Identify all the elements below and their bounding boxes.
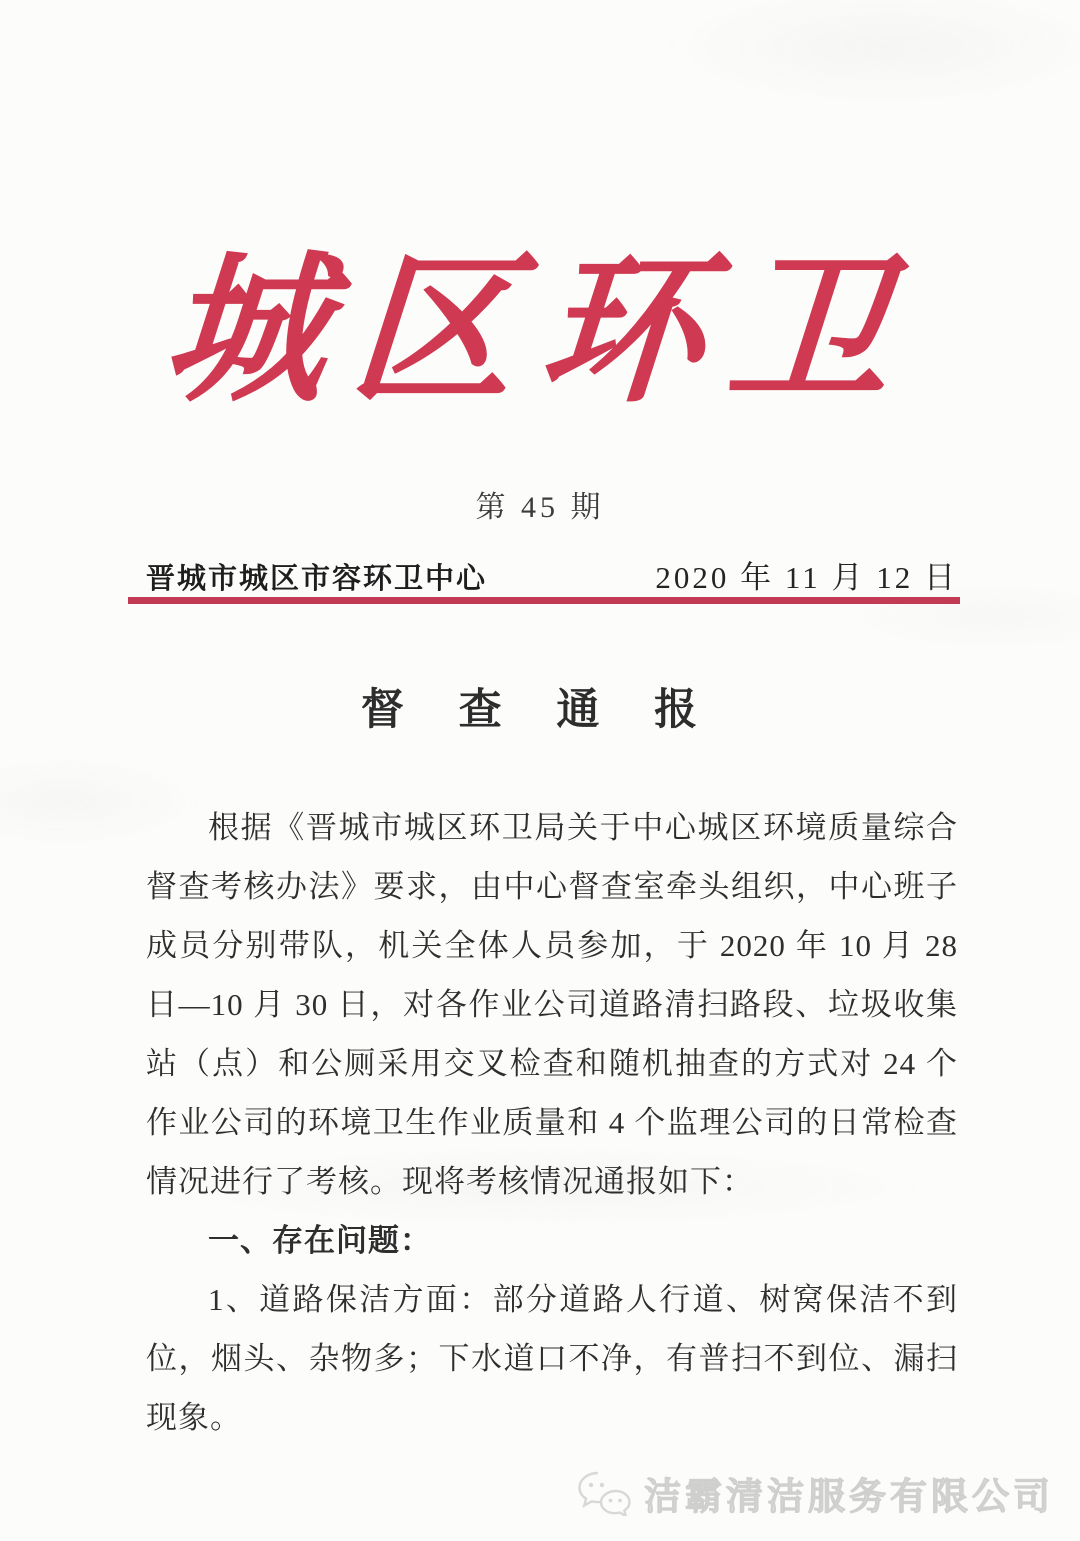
publication-date: 2020 年 11 月 12 日 [655,560,958,595]
document-body [146,798,958,1447]
watermark-text: 洁霸清洁服务有限公司 [644,1476,1054,1517]
publisher-name: 晋城市城区市容环卫中心 [146,563,488,595]
document-title: 督 查 通 报 [360,687,720,734]
issue-number: 第 45 期 [475,491,605,524]
divider-rule [128,597,960,604]
section-heading-problems: 一、存在问题： [208,1223,432,1258]
wechat-bubbles-icon [576,1470,634,1516]
header-row [146,552,958,597]
body-paragraph-item-1: 1、道路保洁方面：部分道路人行道、树窝保洁不到位，烟头、杂物多；下水道口不净，有普扫不到位、漏扫现象。 [146,1282,958,1435]
masthead-title: 城区环卫 [157,243,923,422]
watermark [576,1466,1054,1520]
body-paragraph-1: 根据《晋城市城区环卫局关于中心城区环境质量综合督查考核办法》要求，由中心督查室牵头组织，中心班子成员分别带队，机关全体人员参加，于 2020 年 10 月 28 日—10 月 30 日，对各作业公司道路清扫路段、垃圾收集站（点）和公厕采用交叉检查和随机抽查的方式对 24 个作业公司的环境卫生作业质量和 4 个监理公司的日常检查情况进行了考核。现将考核情况通报如下： [146,810,958,1199]
